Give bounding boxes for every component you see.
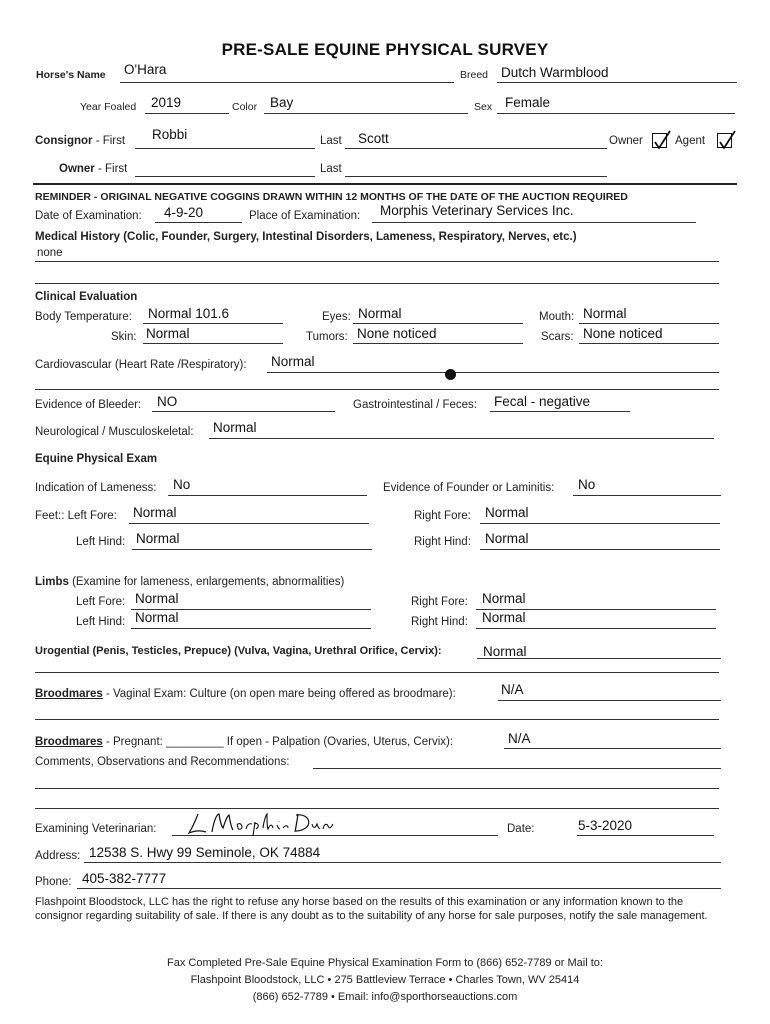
eyes-label: Eyes:	[322, 311, 351, 323]
owner-first-label: Owner - First	[59, 163, 128, 175]
checkmark-icon	[717, 129, 737, 151]
date-exam-label: Date of Examination:	[35, 210, 142, 222]
eyes-field[interactable]: Normal	[358, 306, 402, 321]
date-field[interactable]: 5-3-2020	[578, 818, 633, 833]
urogential-field[interactable]: Normal	[483, 644, 527, 659]
feet-right-hind-line	[480, 549, 720, 550]
comments-label: Comments, Observations and Recommendations:	[35, 756, 290, 768]
skin-label: Skin:	[111, 331, 137, 343]
sex-field[interactable]: Female	[505, 95, 551, 110]
neuro-field[interactable]: Normal	[213, 420, 257, 435]
date-line	[577, 835, 714, 836]
limbs-right-hind-line	[476, 628, 716, 629]
vet-signature-text	[186, 812, 193, 813]
tumors-line	[353, 343, 523, 344]
address-line	[84, 862, 721, 863]
consignor-first-line	[135, 148, 315, 149]
checkmark-icon	[652, 129, 672, 151]
limbs-left-fore-label: Left Fore:	[76, 596, 126, 608]
owner-last-label: Last	[320, 163, 342, 175]
eyes-line	[353, 323, 523, 324]
owner-checkbox[interactable]	[652, 133, 667, 148]
feet-right-hind-field[interactable]: Normal	[485, 531, 529, 546]
limbs-left-hind-line	[131, 628, 371, 629]
section-divider	[33, 183, 737, 185]
neuro-line	[209, 438, 714, 439]
limbs-right-hind-field[interactable]: Normal	[482, 610, 526, 625]
limbs-heading-bold: Limbs	[35, 576, 69, 588]
feet-left-fore-label: Feet:: Left Fore:	[35, 510, 117, 522]
mouth-label: Mouth:	[539, 311, 575, 323]
owner-first-line	[135, 176, 315, 177]
body-temp-line	[143, 323, 283, 324]
disclaimer-text: Flashpoint Bloodstock, LLC has the right to refuse any horse based on the results of this examination or any information known to the consignor regarding suitability of sale. If there is any doubt as to the suitability of any horse for sale purposes, notify the sale management.	[35, 896, 708, 922]
founder-label: Evidence of Founder or Laminitis:	[383, 482, 555, 494]
pregnant-text: - Pregnant: _________ If open - Palpation (Ovaries, Uterus, Cervix):	[102, 736, 454, 748]
comments-line-3	[35, 808, 719, 809]
place-exam-label: Place of Examination:	[249, 210, 361, 222]
tumors-label: Tumors:	[306, 331, 348, 343]
founder-line	[573, 495, 721, 496]
phone-label: Phone:	[35, 876, 72, 888]
horse-name-label: Horse's Name	[36, 69, 106, 81]
feet-right-fore-line	[480, 523, 720, 524]
feet-right-fore-label: Right Fore:	[414, 510, 471, 522]
neuro-label: Neurological / Musculoskeletal:	[35, 426, 194, 438]
ink-dot	[445, 369, 456, 380]
color-label: Color	[232, 101, 258, 113]
body-temp-label: Body Temperature:	[35, 311, 132, 323]
cardio-field[interactable]: Normal	[271, 354, 315, 369]
sex-label: Sex	[474, 101, 493, 113]
mouth-line	[579, 323, 719, 324]
sex-line	[497, 113, 735, 114]
horse-name-field[interactable]: O'Hara	[124, 62, 167, 77]
year-foaled-label: Year Foaled	[80, 101, 137, 113]
body-temp-field[interactable]: Normal 101.6	[148, 306, 230, 321]
date-exam-field[interactable]: 4-9-20	[164, 205, 204, 220]
urogential-label: Urogential (Penis, Testicles, Prepuce) (Vulva, Vagina, Urethral Orifice, Cervix):	[35, 645, 442, 657]
tumors-field[interactable]: None noticed	[357, 326, 437, 341]
pregnant-label	[35, 736, 453, 748]
lameness-label: Indication of Lameness:	[35, 482, 157, 494]
medical-history-label: Medical History (Colic, Founder, Surgery, Intestinal Disorders, Lameness, Respiratory, Nerves, etc.)	[35, 231, 577, 243]
scars-line	[579, 343, 719, 344]
color-field[interactable]: Bay	[270, 95, 294, 110]
lameness-line	[168, 495, 367, 496]
signature-scribble	[186, 808, 336, 838]
date-label: Date:	[507, 823, 535, 835]
lameness-field[interactable]: No	[173, 477, 191, 492]
mouth-field[interactable]: Normal	[583, 306, 627, 321]
limbs-right-hind-label: Right Hind:	[411, 616, 468, 628]
breed-line	[497, 82, 737, 83]
consignor-last-label: Last	[320, 135, 342, 147]
broodmares-heading: Broodmares	[35, 688, 103, 700]
bleeder-label: Evidence of Bleeder:	[35, 399, 142, 411]
limbs-heading-rest: (Examine for lameness, enlargements, abnormalities)	[68, 576, 345, 588]
bleeder-field[interactable]: NO	[157, 394, 178, 409]
cardio-line-2	[35, 389, 719, 390]
consignor-first-field[interactable]: Robbi	[152, 127, 188, 142]
palpation-line	[504, 748, 721, 749]
breed-field[interactable]: Dutch Warmblood	[501, 65, 609, 80]
phone-line	[77, 888, 721, 889]
consignor-last-line	[345, 148, 607, 149]
comments-line-2	[35, 788, 719, 789]
vaginal-exam-line	[498, 700, 721, 701]
page-title: PRE-SALE EQUINE PHYSICAL SURVEY	[221, 40, 549, 59]
place-exam-line	[372, 222, 696, 223]
limbs-heading	[35, 576, 344, 588]
gastro-label: Gastrointestinal / Feces:	[353, 399, 477, 411]
feet-left-hind-field[interactable]: Normal	[136, 531, 180, 546]
agent-checkbox[interactable]	[717, 133, 732, 148]
year-foaled-field[interactable]: 2019	[151, 95, 182, 110]
skin-field[interactable]: Normal	[146, 326, 190, 341]
limbs-right-fore-field[interactable]: Normal	[482, 591, 526, 606]
coggins-reminder: REMINDER - ORIGINAL NEGATIVE COGGINS DRAWN WITHIN 12 MONTHS OF THE DATE OF THE AUCTION REQUIRED	[35, 191, 628, 203]
vaginal-exam-label	[35, 688, 456, 700]
address-label: Address:	[35, 850, 81, 862]
consignor-last-field[interactable]: Scott	[358, 131, 389, 146]
address-field[interactable]: 12538 S. Hwy 99 Seminole, OK 74884	[89, 845, 321, 860]
feet-left-fore-line	[129, 523, 369, 524]
limbs-left-fore-field[interactable]: Normal	[135, 591, 179, 606]
comments-line	[313, 768, 721, 769]
feet-left-hind-label: Left Hind:	[76, 536, 126, 548]
medical-history-line	[35, 261, 719, 262]
footer-mail-line: Flashpoint Bloodstock, LLC • 275 Battleview Terrace • Charles Town, WV 25414	[190, 974, 580, 986]
date-exam-line	[155, 222, 242, 223]
medical-history-field[interactable]: none	[37, 247, 63, 259]
medical-history-line	[35, 283, 719, 284]
scars-field[interactable]: None noticed	[583, 326, 663, 341]
agent-checkbox-label: Agent	[675, 135, 706, 147]
consignor-first-label: Consignor - First	[35, 135, 126, 147]
gastro-field[interactable]: Fecal - negative	[494, 394, 591, 409]
limbs-left-hind-field[interactable]: Normal	[135, 610, 179, 625]
skin-line	[143, 343, 283, 344]
equine-physical-exam-heading: Equine Physical Exam	[35, 453, 158, 465]
year-foaled-line	[145, 113, 229, 114]
vaginal-exam-field[interactable]: N/A	[501, 682, 524, 697]
vaginal-exam-line-2	[35, 719, 719, 720]
feet-right-hind-label: Right Hind:	[414, 536, 471, 548]
feet-right-fore-field[interactable]: Normal	[485, 505, 529, 520]
scars-label: Scars:	[541, 331, 574, 343]
feet-left-hind-line	[132, 549, 372, 550]
footer	[0, 955, 770, 1006]
vaginal-exam-text: - Vaginal Exam: Culture (on open mare being offered as broodmare):	[102, 688, 456, 700]
horse-name-line	[120, 82, 454, 83]
broodmares-heading: Broodmares	[35, 736, 103, 748]
palpation-field[interactable]: N/A	[508, 731, 531, 746]
founder-field[interactable]: No	[578, 477, 596, 492]
color-line	[264, 113, 468, 114]
limbs-right-fore-label: Right Fore:	[411, 596, 468, 608]
bleeder-line	[152, 411, 335, 412]
urogential-line-2	[35, 672, 719, 673]
clinical-evaluation-heading: Clinical Evaluation	[35, 291, 138, 303]
cardio-line	[267, 372, 719, 373]
examining-vet-label: Examining Veterinarian:	[35, 823, 157, 835]
feet-left-fore-field[interactable]: Normal	[133, 505, 177, 520]
footer-contact-line: (866) 652-7789 • Email: info@sporthorseauctions.com	[252, 991, 518, 1003]
cardio-label: Cardiovascular (Heart Rate /Respiratory):	[35, 359, 247, 371]
vet-signature[interactable]	[186, 808, 336, 843]
owner-checkbox-label: Owner	[609, 135, 643, 147]
gastro-line	[490, 411, 630, 412]
owner-last-line	[345, 176, 607, 177]
breed-label: Breed	[460, 69, 489, 81]
phone-field[interactable]: 405-382-7777	[82, 871, 167, 886]
limbs-left-hind-label: Left Hind:	[76, 616, 126, 628]
place-exam-field[interactable]: Morphis Veterinary Services Inc.	[380, 203, 574, 218]
footer-fax-line: Fax Completed Pre-Sale Equine Physical Examination Form to (866) 652-7789 or Mail to:	[167, 957, 603, 969]
